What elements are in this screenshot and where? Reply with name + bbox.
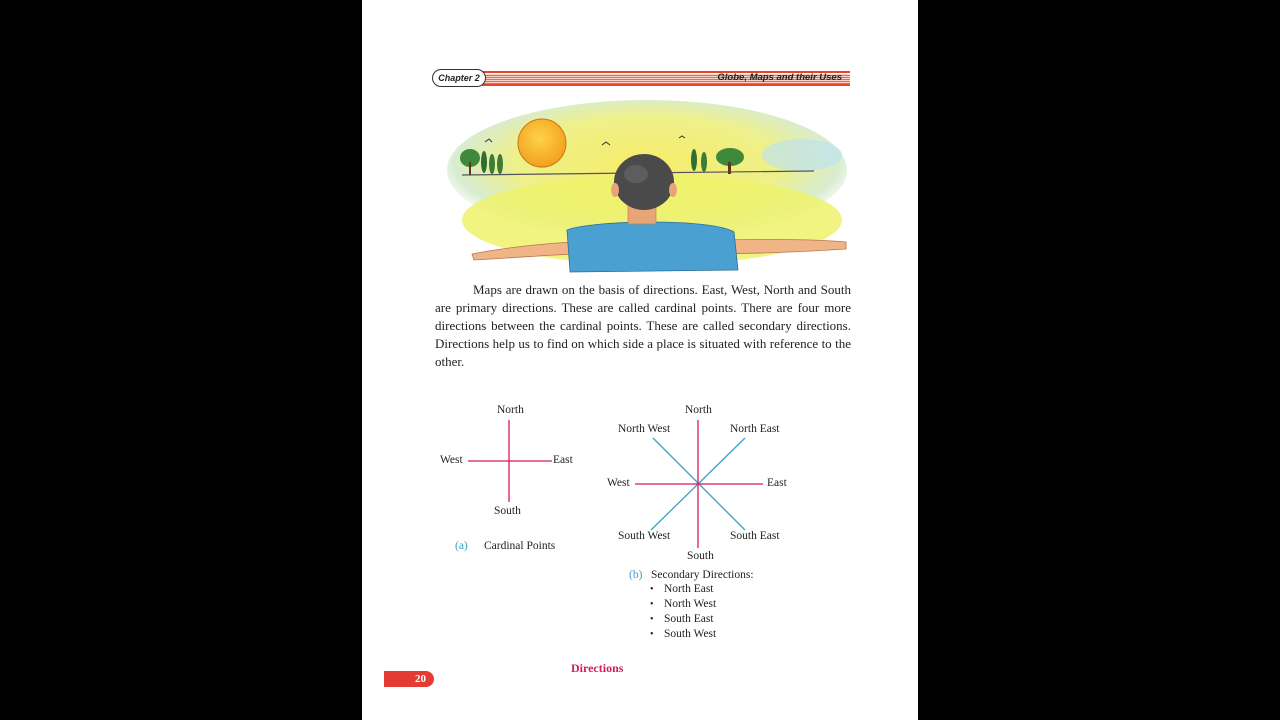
label-north-west: North West [618,423,671,435]
sun [518,119,566,167]
body-paragraph: Maps are drawn on the basis of directions. East, West, North and South are primary directions. These are called cardinal points. There are four more directions between the cardinal points. These are called secondary directions. Directions help us to find on which side a place is situated with reference to the other. [435,282,851,369]
caption-secondary-directions: Secondary Directions: [651,569,754,581]
chapter-header [432,69,850,87]
shirt [567,222,738,272]
chapter-label: Chapter 2 [432,69,486,87]
list-item: • South West [650,628,717,640]
caption-letter-a: (a) [455,540,468,552]
label-south-east: South East [730,530,780,542]
boy-facing-sun-illustration [442,100,852,275]
tree [691,149,697,171]
label-south: South [494,505,521,517]
head [614,154,674,210]
label-west: West [440,454,463,466]
ear [669,183,677,197]
label-north: North [685,404,712,416]
label-south: South [687,550,714,562]
list-item: • North West [650,598,717,610]
caption-cardinal-points: Cardinal Points [484,540,556,552]
label-east: East [767,477,787,489]
tree [701,152,707,172]
book-page [362,0,918,720]
ear [611,183,619,197]
label-north-east: North East [730,423,780,435]
cardinal-points-diagram [462,418,558,506]
secondary-directions-list [650,582,716,642]
tree [481,151,487,173]
label-east: East [553,454,573,466]
label-south-west: South West [618,530,671,542]
tree [489,154,495,174]
list-item: • South East [650,613,714,625]
footer-section-title: Directions [571,661,624,675]
chapter-title: Globe, Maps and their Uses [717,72,842,83]
tree [497,154,503,174]
label-north: North [497,404,524,416]
label-west: West [607,477,630,489]
sky-blue-right [762,139,842,171]
caption-letter-b: (b) [629,569,643,581]
list-item: • North East [650,583,714,595]
page-number: 20 [384,671,434,687]
